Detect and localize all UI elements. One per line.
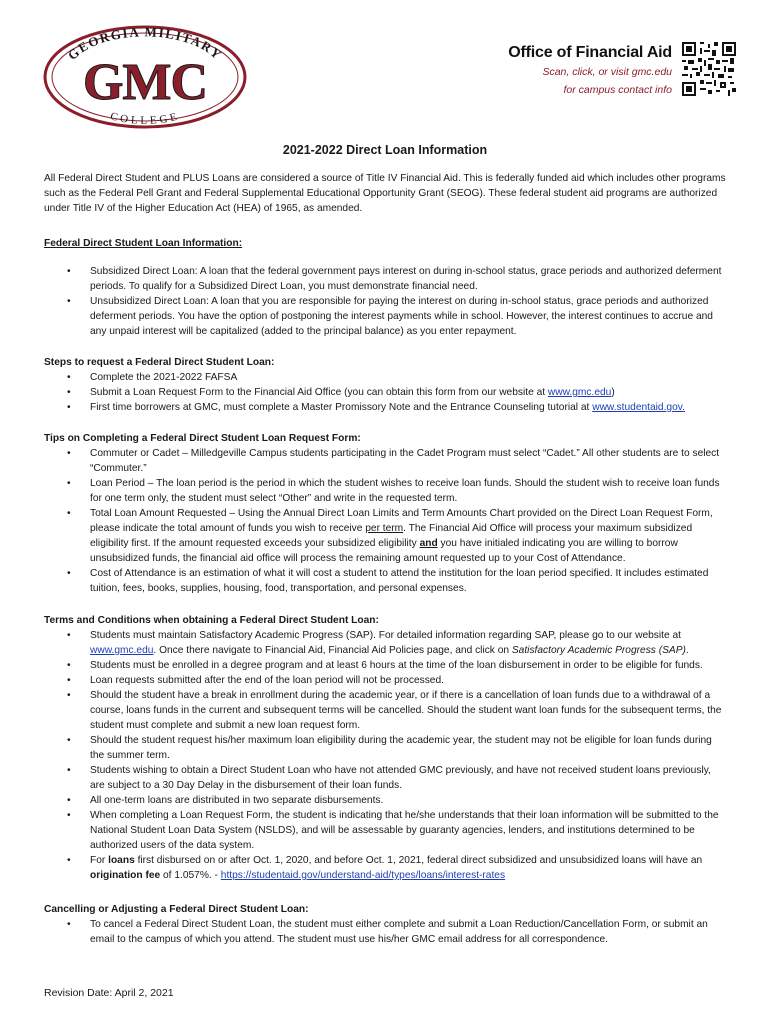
section-steps: [44, 355, 728, 415]
list-item: • Loan requests submitted after the end of the loan period will not be processed.: [44, 673, 728, 688]
text: Total Loan Amount Requested – Using the Annual Direct Loan Limits and Term Amounts Chart provided on the Direct Loan Request Form, please indicate the total amount of funds you wish to receive: [90, 508, 713, 534]
list-item: • Unsubsidized Direct Loan: A loan that you are responsible for paying the interest on during in-school status, grace periods and authorized deferment periods. You have the option of postponing the interest payments while in school. However, the interest continues to accrue and any unpaid interest will be capitalized (added to the principal balance) as you enter repayment.: [44, 294, 728, 339]
list-item: • Should the student have a break in enrollment during the academic year, or if there is a cancellation of loan funds due to a withdrawal of a course, loans funds in the current and subsequent terms will be cancelled. Should the student want loan funds for the subsequent terms, the student must complete and submit a new loan request form.: [44, 688, 728, 733]
list-item: [44, 853, 728, 883]
list-item: • To cancel a Federal Direct Student Loan, the student must either complete and submit a Loan Reduction/Cancellation Form, or submit an email to the campus of which you attend. The student must use his/her GMC email address for all correspondence.: [44, 917, 728, 947]
list-item: • Subsidized Direct Loan: A loan that the federal government pays interest on during in-school status, grace periods and authorized deferment periods. To qualify for a Subsidized Direct Loan, you must demonstrate financial need.: [44, 264, 728, 294]
list-item: • Loan Period – The loan period is the period in which the student wishes to receive loan funds. Should the student wish to receive loan funds for one term only, the student must select “Other” and write in the requested term.: [44, 476, 728, 506]
section-heading: Steps to request a Federal Direct Student Loan:: [44, 357, 275, 368]
gmc-website-link[interactable]: www.gmc.edu: [547, 387, 612, 398]
interest-rates-link[interactable]: https://studentaid.gov/understand-aid/types/loans/interest-rates: [220, 870, 506, 881]
origination-fee-emphasis: origination fee: [90, 870, 161, 881]
text: first disbursed on or after Oct. 1, 2020, and before Oct. 1, 2021, federal direct subsidized and unsubsidized loans will have an: [134, 855, 703, 866]
logo-main-text: GMC: [82, 54, 208, 111]
text: First time borrowers at GMC, must complete a Master Promissory Note and the Entrance Counseling tutorial at: [90, 402, 593, 413]
list-item: • Should the student request his/her maximum loan eligibility during the academic year, the student may not be eligible for loan funds during the summer term.: [44, 733, 728, 763]
studentaid-link[interactable]: www.studentaid.gov.: [592, 402, 685, 413]
text: ): [611, 387, 615, 398]
office-contact: [508, 44, 672, 98]
office-line-1: Scan, click, or visit gmc.edu: [542, 66, 672, 78]
and-emphasis: and: [419, 538, 438, 549]
section-terms-conditions: [44, 613, 728, 883]
list-item: [44, 400, 728, 415]
section-heading: Federal Direct Student Loan Information:: [44, 238, 243, 249]
text: . The Financial Aid Office will process your maximum subsidized eligibility first. If the amount requested exceeds your subsidized eligibility: [90, 523, 693, 549]
section-heading: Terms and Conditions when obtaining a Federal Direct Student Loan:: [44, 615, 379, 626]
section-heading: Cancelling or Adjusting a Federal Direct Student Loan:: [44, 904, 309, 915]
text: you have initialed indicating you are willing to borrow unsubsidized funds, the financial aid office will process the remaining amount requested up to your Cost of Attendance.: [90, 538, 678, 564]
list-item: • Cost of Attendance is an estimation of what it will cost a student to attend the institution for the loan period specified. It includes estimated tuition, fees, books, supplies, housing, food, transportation, and personal expenses.: [44, 566, 728, 596]
text: For: [90, 855, 109, 866]
list-item: [44, 506, 728, 566]
list-item: • Commuter or Cadet – Milledgeville Campus students participating in the Cadet Program must select “Cadet.” All other students are to select “Commuter.”: [44, 446, 728, 476]
list-item: • When completing a Loan Request Form, the student is indicating that he/she understands that their loan information will be submitted to the National Student Loan Data System (NSLDS), and will be assessable by guaranty agencies, lenders, and institutions determined to be authorized users of the data system.: [44, 808, 728, 853]
list-item: • Students wishing to obtain a Direct Student Loan who have not attended GMC previously, and have not received student loans previously, are subject to a 30 Day Delay in the disbursement of their loan funds.: [44, 763, 728, 793]
list-item: [44, 385, 728, 400]
text: Students must maintain Satisfactory Academic Progress (SAP). For detailed information regarding SAP, please go to our website at: [90, 630, 681, 641]
gmc-website-link[interactable]: www.gmc.edu: [90, 645, 154, 656]
loans-emphasis: loans: [108, 855, 135, 866]
section-cancelling: [44, 902, 728, 947]
gmc-logo: [40, 22, 250, 132]
section-tips: [44, 431, 728, 596]
revision-date: Revision Date: April 2, 2021: [44, 987, 174, 999]
document-title: 2021-2022 Direct Loan Information: [282, 143, 488, 157]
per-term-emphasis: per term: [365, 523, 404, 534]
list-item: • Students must be enrolled in a degree program and at least 6 hours at the time of the loan disbursement in order to be eligible for funds.: [44, 658, 728, 673]
text: .: [685, 645, 689, 656]
section-heading: Tips on Completing a Federal Direct Student Loan Request Form:: [44, 433, 361, 444]
list-item: • All one-term loans are distributed in two separate disbursements.: [44, 793, 728, 808]
office-line-2: for campus contact info: [563, 84, 672, 96]
office-title: Office of Financial Aid: [508, 44, 672, 61]
intro-paragraph: All Federal Direct Student and PLUS Loans are considered a source of Title IV Financial Aid. This is federally funded aid which includes other programs such as the Federal Pell Grant and Federal Supplemental Educational Opportunity Grant (SEOG). These federal student aid programs are authorized under Title IV of the Higher Education Act (HEA) of 1965, as amended.: [44, 173, 726, 214]
text: Submit a Loan Request Form to the Financial Aid Office (you can obtain this form from our website at: [90, 387, 548, 398]
text: of 1.057%. -: [160, 870, 221, 881]
list-item: • Complete the 2021-2022 FAFSA: [44, 370, 728, 385]
section-loan-information: [44, 236, 728, 339]
qr-code-icon[interactable]: [682, 42, 736, 96]
list-item: [44, 628, 728, 658]
logo-top-text: GEORGIA MILITARY: [64, 24, 226, 63]
sap-emphasis: Satisfactory Academic Progress (SAP): [511, 645, 686, 656]
text: . Once there navigate to Financial Aid, Financial Aid Policies page, and click on: [153, 645, 512, 656]
logo-bottom-text: COLLEGE: [109, 110, 181, 127]
